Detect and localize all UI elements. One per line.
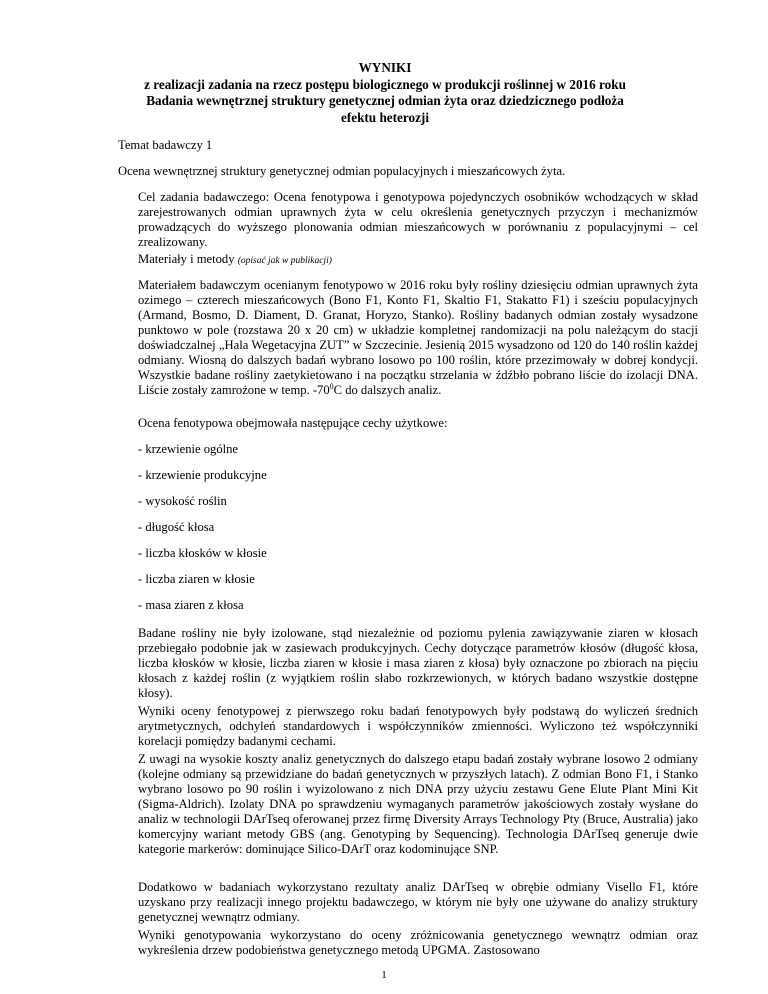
- degree-superscript: 0: [329, 381, 334, 391]
- title-line-2: z realizacji zadania na rzecz postępu biologicznego w produkcji roślinnej w 2016 roku: [144, 76, 626, 92]
- isolation-paragraph: Badane rośliny nie były izolowane, stąd niezależnie od poziomu pylenia zawiązywanie ziaren w kłosach przebiegało podobnie jak w zasiewach produkcyjnych. Cechy dotyczące parametrów kłosów (długość kłosa, liczba kłosków w kłosie, liczba ziaren w kłosie i masa ziaren z kłosa) były oznaczone po zbiorach na pięciu kłosach z każdej roślin (z wyjątkiem roślin słabo rozkrzewionych, w których badano wszystkie dostępne kłosy).: [138, 626, 698, 700]
- topic-label: Temat badawczy 1: [118, 138, 213, 152]
- trait-item: - wysokość roślin: [138, 494, 227, 508]
- material-text: Materiałem badawczym ocenianym fenotypowo w 2016 roku były rośliny dziesięciu odmian uprawnych żyta ozimego – czterech mieszańcowych (Bono F1, Konto F1, Skaltio F1, Stakatto F1) i sześciu populacyjnych (Armand, Bosmo, D. Diament, D. Granat, Horyzo, Stanko). Rośliny badanych odmian zostały wysadzone punktowo w pole (rozstawa 20 x 20 cm) w układzie kompletnej randomizacji na polu należącym do stacji doświadczalnej „Hala Wegetacyjna ZUT” w Szczecinie. Jesienią 2015 wysadzono od 120 do 140 roślin każdej odmiany. Wiosną do dalszych badań wybrano losowo po 100 roślin, które przezimowały w dobrej kondycji. Wszystkie badane rośliny zaetykietowano i na początku strzelania w źdźbło pobrano liście do izolacji DNA. Liście zostały zamrożone w temp. -70: [138, 278, 698, 397]
- additional-paragraph: Dodatkowo w badaniach wykorzystano rezultaty analiz DArTseq w obrębie odmiany Visello F1, które uzyskano przy realizacji innego projektu badawczego, w którym nie były one używane do analizy struktury genetycznej wewnątrz odmiany.: [138, 880, 698, 924]
- methods-heading-text: Materiały i metody: [138, 252, 235, 266]
- document-title: [80, 60, 690, 126]
- title-line-3: Badania wewnętrznej struktury genetycznej odmian żyta oraz dziedzicznego podłoża: [146, 93, 624, 108]
- goal-paragraph: Cel zadania badawczego: Ocena fenotypowa i genotypowa pojedynczych osobników wchodzących w skład zarejestrowanych odmian uprawnych żyta w celu określenia genetycznych przyczyn i mechanizmów prowadzących do wyższego plonowania odmian mieszańcowych w porównaniu z populacyjnymi – cel zrealizowany.: [138, 190, 698, 249]
- trait-item: - krzewienie ogólne: [138, 442, 239, 456]
- material-text-end: C do dalszych analiz.: [333, 383, 442, 397]
- cost-paragraph: Z uwagi na wysokie koszty analiz genetycznych do dalszego etapu badań zostały wybrane losowo 2 odmiany (kolejne odmiany są przewidziane do badań genetycznych w przyszłych latach). Z odmian Bono F1, i Stanko wybrano losowo po 90 roślin i wyizolowano z nich DNA przy użyciu zestawu Gene Elute Plant Mini Kit (Sigma-Aldrich). Izolaty DNA po sprawdzeniu wymaganych parametrów jakościowych zostały wysłane do analiz w technologii DArTseq oferowanej przez firmę Diversity Arrays Technology Pty (Bruce, Australia) jako komercyjny wariant metody GBS (ang. Genotyping by Sequencing). Technologia DArTseq generuje dwie kategorie markerów: dominujące Silico-DArT oraz kodominujące SNP.: [138, 752, 698, 856]
- trait-item: - długość kłosa: [138, 520, 215, 534]
- material-paragraph: [138, 278, 698, 398]
- title-line-4: efektu heterozji: [340, 109, 429, 125]
- results-paragraph: Wyniki oceny fenotypowej z pierwszego roku badań fenotypowych były podstawą do wyliczeń średnich arytmetycznych, odchyleń standardowych i współczynników zmienności. Wyliczono też współczynniki korelacji pomiędzy badanymi cechami.: [138, 704, 698, 748]
- trait-item: - krzewienie produkcyjne: [138, 468, 267, 482]
- trait-item: - liczba kłosków w kłosie: [138, 546, 267, 560]
- trait-item: - liczba ziaren w kłosie: [138, 572, 255, 586]
- page-number: 1: [381, 969, 387, 981]
- methods-note: (opisać jak w publikacji): [237, 256, 332, 266]
- traits-intro: Ocena fenotypowa obejmowała następujące cechy użytkowe:: [138, 416, 448, 430]
- trait-item: - masa ziaren z kłosa: [138, 598, 244, 612]
- methods-heading: [138, 252, 698, 269]
- topic-title: Ocena wewnętrznej struktury genetycznej odmian populacyjnych i mieszańcowych żyta.: [118, 164, 566, 178]
- title-line-1: WYNIKI: [358, 60, 412, 75]
- genotyping-paragraph: Wyniki genotypowania wykorzystano do oceny zróżnicowania genetycznego wewnątrz odmian oraz wykreślenia drzew podobieństwa genetycznego metodą UPGMA. Zastosowano: [138, 928, 698, 957]
